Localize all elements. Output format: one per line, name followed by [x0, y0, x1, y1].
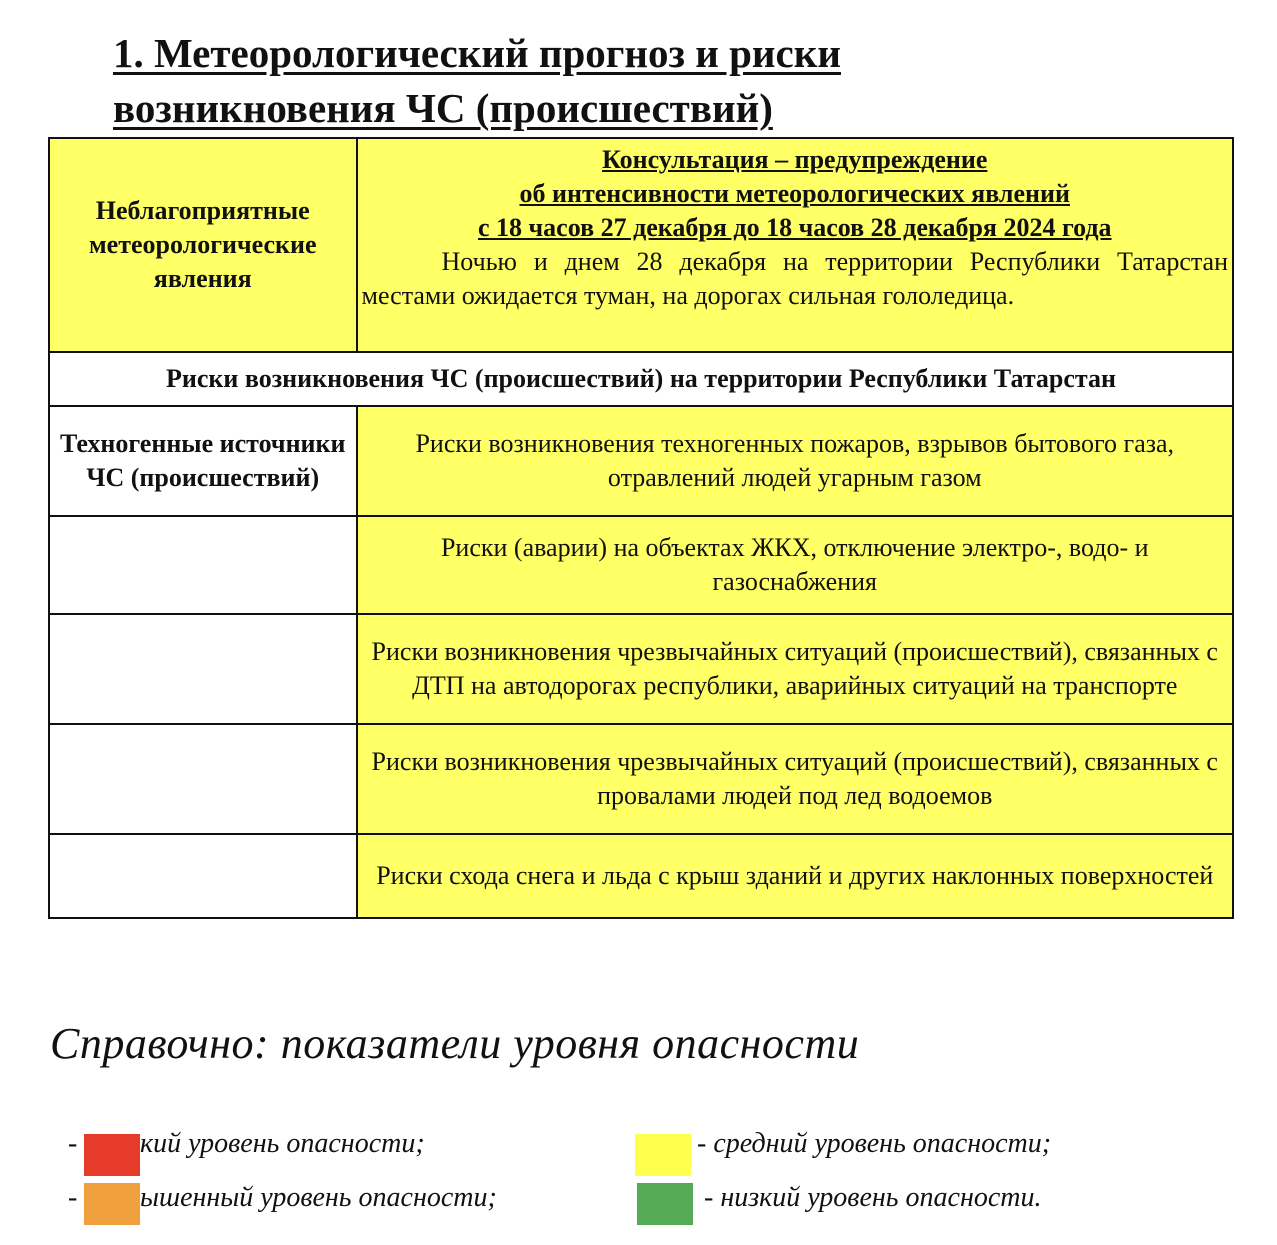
section-title: Риски возникновения ЧС (происшествий) на территории Республики Татарстан: [49, 352, 1233, 406]
legend-elevated-text: ышенный уровень опасности;: [140, 1182, 497, 1213]
empty-cell: [49, 834, 357, 918]
source-label: Техногенные источники ЧС (происшествий): [49, 406, 357, 516]
red-swatch: [84, 1134, 140, 1176]
risk-item: Риски (аварии) на объектах ЖКХ, отключение электро-, водо- и газоснабжения: [357, 516, 1233, 614]
reference-title: Справочно: показатели уровня опасности: [50, 1019, 860, 1068]
empty-cell: [49, 724, 357, 834]
table-row-section: [49, 352, 1233, 406]
empty-cell: [49, 614, 357, 724]
yellow-swatch: [635, 1134, 691, 1176]
legend-low-text: - низкий уровень опасности.: [704, 1182, 1042, 1213]
risk-item: Риски возникновения чрезвычайных ситуаций (происшествий), связанных с ДТП на автодорогах республики, аварийных ситуаций на транспорте: [357, 614, 1233, 724]
consultation-text: Ночью и днем 28 декабря на территории Республики Татарстан местами ожидается туман, на дорогах сильная гололедица.: [361, 247, 1228, 310]
table-row: [49, 834, 1233, 918]
consultation-period: с 18 часов 27 декабря до 18 часов 28 декабря 2024 года: [477, 213, 1112, 242]
table-row: [49, 406, 1233, 516]
page-title: 1. Метеорологический прогноз и риски возникновения ЧС (происшествий): [113, 30, 841, 131]
legend-medium-text: - средний уровень опасности;: [697, 1128, 1052, 1159]
table-row: [49, 724, 1233, 834]
consultation-title-line1: Консультация – предупреждение: [602, 145, 988, 174]
phenomena-label: Неблагоприятные метеорологические явления: [49, 138, 357, 352]
risk-item: Риски возникновения техногенных пожаров, взрывов бытового газа, отравлений людей угарным газом: [357, 406, 1233, 516]
legend-dash: -: [68, 1128, 78, 1159]
legend-high-text: кий уровень опасности;: [140, 1128, 425, 1159]
orange-swatch: [84, 1183, 140, 1225]
risk-item: Риски схода снега и льда с крыш зданий и других наклонных поверхностей: [357, 834, 1233, 918]
table-row: [49, 516, 1233, 614]
empty-cell: [49, 516, 357, 614]
consultation-cell: [357, 138, 1233, 352]
consultation-title-line2: об интенсивности метеорологических явлений: [519, 179, 1070, 208]
green-swatch: [637, 1183, 693, 1225]
table-row-header: [49, 138, 1233, 352]
risk-table: [48, 137, 1234, 919]
risk-item: Риски возникновения чрезвычайных ситуаций (происшествий), связанных с провалами людей под лед водоемов: [357, 724, 1233, 834]
table-row: [49, 614, 1233, 724]
legend-dash: -: [68, 1182, 78, 1213]
